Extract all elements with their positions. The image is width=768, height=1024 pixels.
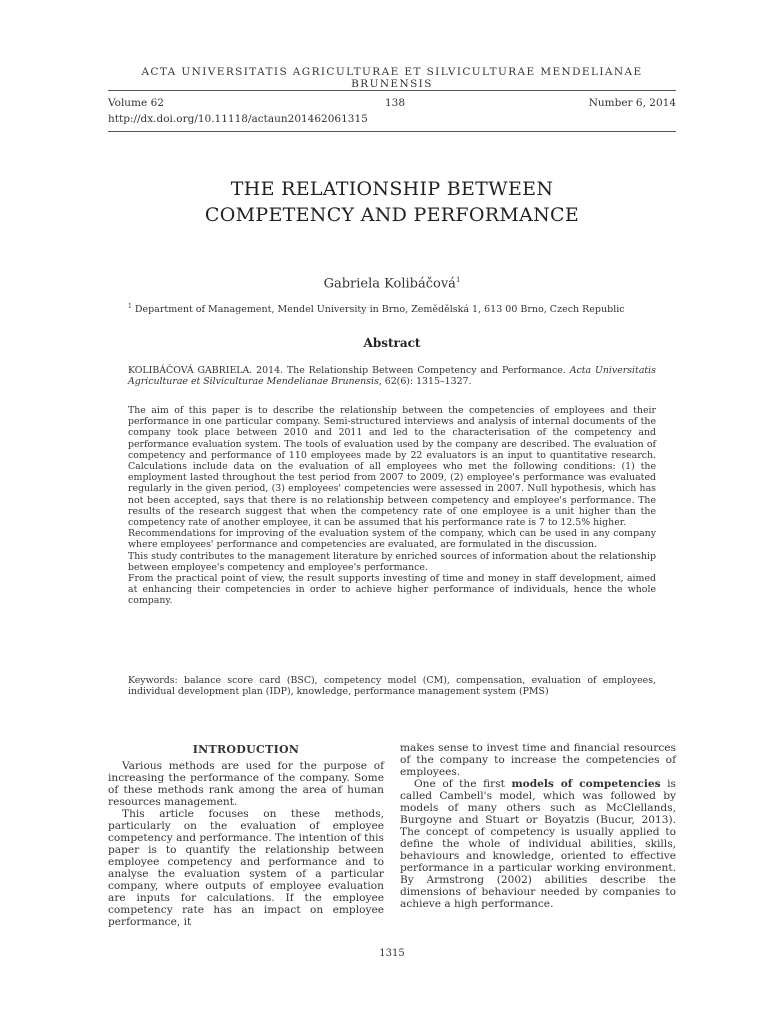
right-column [400,742,676,910]
intro-text: One of the first [414,778,512,790]
intro-paragraph: Various methods are used for the purpose of increasing the performance of the company. Some of these methods rank among the area of human resources management. [108,760,384,808]
author-name: Gabriela Kolibáčová [323,276,456,292]
abstract-paragraph: This study contributes to the management literature by enriched sources of information about the relationship between employee's competency and employee's performance. [128,550,656,573]
intro-text: is called Cambell's model, which was followed by models of many others such as McClellands, Burgoyne and Stuart or Boyatzis (Bucur, 2013). The concept of competency is usually applied to define the whole of individual abilities, skills, behaviours and knowledge, oriented to effective performance in a particular working environment. By Armstrong (2002) abilities describe the dimensions of behaviour needed by companies to achieve a high performance. [400,778,676,910]
abstract-paragraph: From the practical point of view, the result supports investing of time and money in staff development, aimed at enhancing their competencies in order to achieve higher performance of individuals, hence the whole company. [128,573,656,607]
intro-paragraph: This article focuses on these methods, particularly on the evaluation of employee competency and performance. The intention of this paper is to quantify the relationship between employee competency and performance and to analyse the evaluation system of a particular company, where outputs of employee evaluation are inputs for calculations. If the employee competency rate has an impact on employee performance, it [108,808,384,928]
page-number: 1315 [379,948,405,959]
abstract-paragraph: The aim of this paper is to describe the relationship between the competencies of employees and their performance in one particular company. Semi-structured interviews and analysis of internal documents of the company took place between 2010 and 2011 and led to the characterisation of the competency and performance evaluation system. The tools of evaluation used by the company are described. The evaluation of competency and performance of 110 employees made by 22 evaluators is an input to quantitative research. Calculations include data on the evaluation of all employees who met the following conditions: (1) the employment lasted throughout the test period from 2007 to 2009, (2) employee's performance was evaluated regularly in the given period, (3) employees' competencies were assessed in 2007. Null hypothesis, which has not been accepted, says that there is no relationship between competency and employee's performance. The results of the research suggest that when the competency rate of one employee is a unit higher than the competency rate of another employee, it can be assumed that his performance rate is 7 to 12.5% higher. [128,405,656,529]
citation [128,365,656,387]
citation-journal: Acta Universitatis Agriculturae et Silviculturae Mendelianae Brunensis [128,365,656,388]
affiliation [128,303,676,315]
intro-bold-term: models of competencies [511,778,661,790]
meta-rule [108,131,676,132]
journal-name: ACTA UNIVERSITATIS AGRICULTURAE ET SILVICULTURAE MENDELIANAE BRUNENSIS [141,66,643,90]
paper-title [108,176,676,228]
affiliation-text: Department of Management, Mendel University in Brno, Zemědělská 1, 613 00 Brno, Czech Republic [134,304,625,316]
issue-number: Number 6, 2014 [588,97,676,109]
affiliation-mark: 1 [128,303,132,310]
intro-paragraph: makes sense to invest time and financial resources of the company to increase the competencies of employees. [400,742,676,778]
title-line-2: COMPETENCY AND PERFORMANCE [204,204,580,226]
abstract-paragraph: Recommendations for improving of the evaluation system of the company, which can be used in any company where employees' performance and competencies are evaluated, are formulated in the discussion. [128,528,656,551]
doi-link[interactable]: http://dx.doi.org/10.11118/actaun201462061315 [108,113,368,125]
title-line-1: THE RELATIONSHIP BETWEEN [230,178,554,200]
introduction-heading: INTRODUCTION [192,743,300,756]
header-rule [108,90,676,91]
citation-plain: KOLIBÁČOVÁ GABRIELA. 2014. The Relationship Between Competency and Performance. [128,365,570,376]
keywords: Keywords: balance score card (BSC), competency model (CM), compensation, evaluation of employees, individual development plan (IDP), knowledge, performance management system (PMS) [128,675,656,698]
author-mark: 1 [455,276,461,284]
citation-tail: , 62(6): 1315–1327. [378,376,472,388]
issue-page: 138 [384,97,406,109]
abstract-heading: Abstract [363,336,421,350]
left-column [108,744,384,928]
volume: Volume 62 [108,97,164,109]
intro-paragraph [400,778,676,910]
abstract-body [128,405,656,607]
author [108,276,676,291]
